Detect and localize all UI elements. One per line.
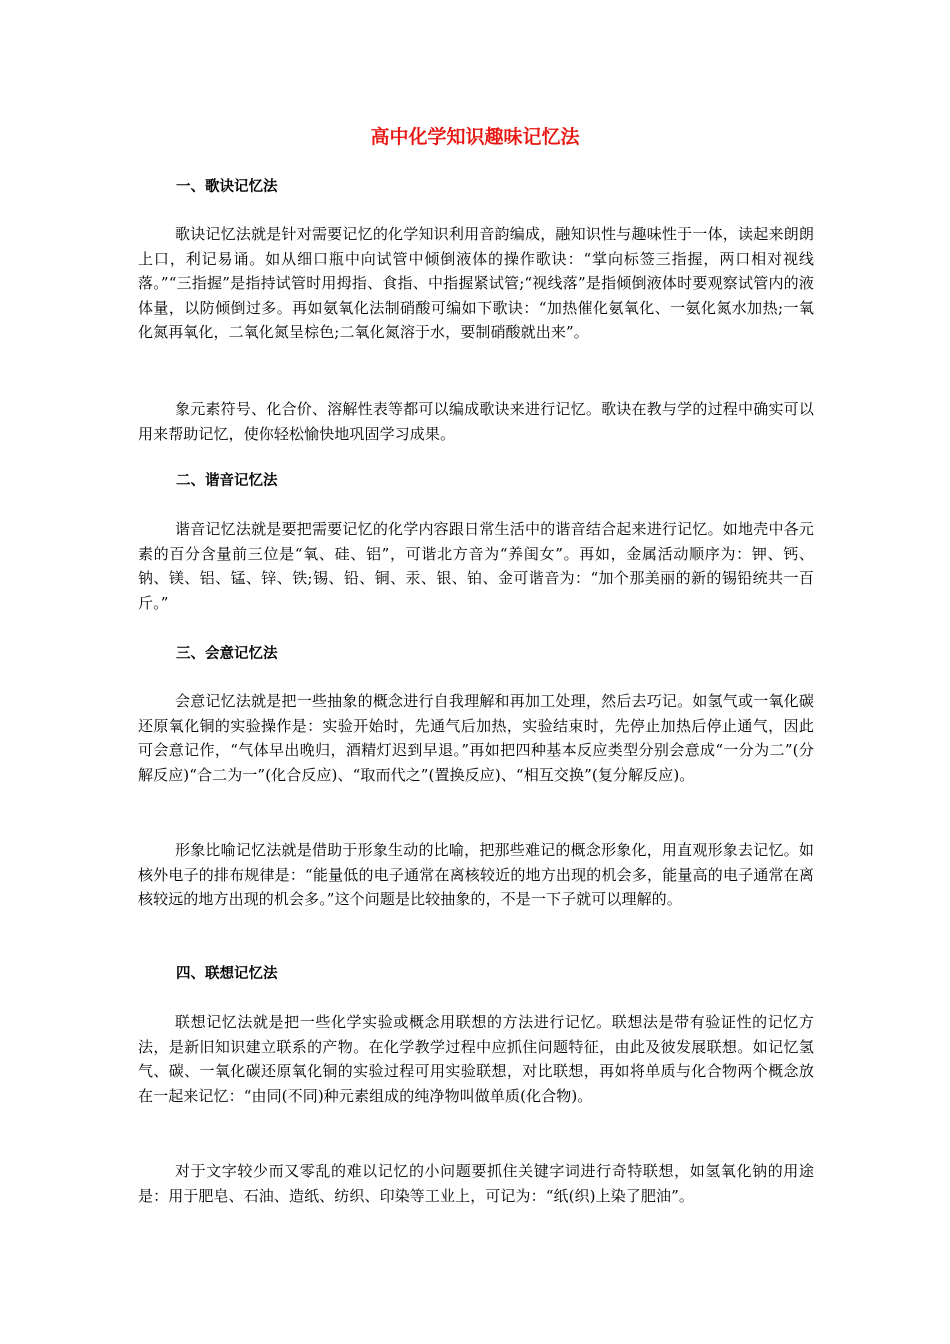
section-1-paragraph-2: 象元素符号、化合价、溶解性表等都可以编成歌诀来进行记忆。歌诀在教与学的过程中确实可以用来帮助记忆，使你轻松愉快地巩固学习成果。 <box>138 400 814 443</box>
section-heading-4: 四、联想记忆法 <box>176 966 278 982</box>
section-2-paragraph-1: 谐音记忆法就是要把需要记忆的化学内容跟日常生活中的谐音结合起来进行记忆。如地壳中各元素的百分含量前三位是“氧、硅、铝”，可谐北方音为“养闺女”。再如，金属活动顺序为：钾、钙、钠、镁、铝、锰、锌、铁;锡、铅、铜、汞、银、铂、金可谐音为：“加个那美丽的新的锡铅统共一百斤。” <box>138 520 814 612</box>
section-3-paragraph-2: 形象比喻记忆法就是借助于形象生动的比喻，把那些难记的概念形象化，用直观形象去记忆。如核外电子的排布规律是：“能量低的电子通常在离核较近的地方出现的机会多，能量高的电子通常在离核较远的地方出现的机会多。”这个问题是比较抽象的，不是一下子就可以理解的。 <box>138 841 814 908</box>
section-heading-2: 二、谐音记忆法 <box>176 473 278 489</box>
document-title: 高中化学知识趣味记忆法 <box>370 126 580 148</box>
section-3-paragraph-1: 会意记忆法就是把一些抽象的概念进行自我理解和再加工处理，然后去巧记。如氢气或一氧化碳还原氧化铜的实验操作是：实验开始时，先通气后加热，实验结束时，先停止加热后停止通气，因此可会意记作，“气体早出晚归，酒精灯迟到早退。”再如把四种基本反应类型分别会意成“一分为二”(分解反应)“合二为一”(化合反应)、“取而代之”(置换反应)、“相互交换”(复分解反应)。 <box>138 692 814 784</box>
section-4-paragraph-1: 联想记忆法就是把一些化学实验或概念用联想的方法进行记忆。联想法是带有验证性的记忆方法，是新旧知识建立联系的产物。在化学教学过程中应抓住问题特征，由此及彼发展联想。如记忆氢气、碳、一氧化碳还原氧化铜的实验过程可用实验联想，对比联想，再如将单质与化合物两个概念放在一起来记忆：“由同(不同)种元素组成的纯净物叫做单质(化合物)。 <box>138 1013 814 1105</box>
section-heading-3: 三、会意记忆法 <box>176 646 278 662</box>
section-1-paragraph-1: 歌诀记忆法就是针对需要记忆的化学知识利用音韵编成，融知识性与趣味性于一体，读起来朗朗上口，利记易诵。如从细口瓶中向试管中倾倒液体的操作歌诀：“掌向标签三指握，两口相对视线落。”“三指握”是指持试管时用拇指、食指、中指握紧试管;“视线落”是指倾倒液体时要观察试管内的液体量，以防倾倒过多。再如氨氧化法制硝酸可编如下歌诀：“加热催化氨氧化、一氨化氮水加热;一氧化氮再氧化，二氧化氮呈棕色;二氧化氮溶于水，要制硝酸就出来”。 <box>138 225 814 341</box>
section-4-paragraph-2: 对于文字较少而又零乱的难以记忆的小问题要抓住关键字词进行奇特联想，如氢氧化钠的用途是：用于肥皂、石油、造纸、纺织、印染等工业上，可记为：“纸(织)上染了肥油”。 <box>138 1162 814 1205</box>
section-heading-1: 一、歌诀记忆法 <box>176 179 278 195</box>
